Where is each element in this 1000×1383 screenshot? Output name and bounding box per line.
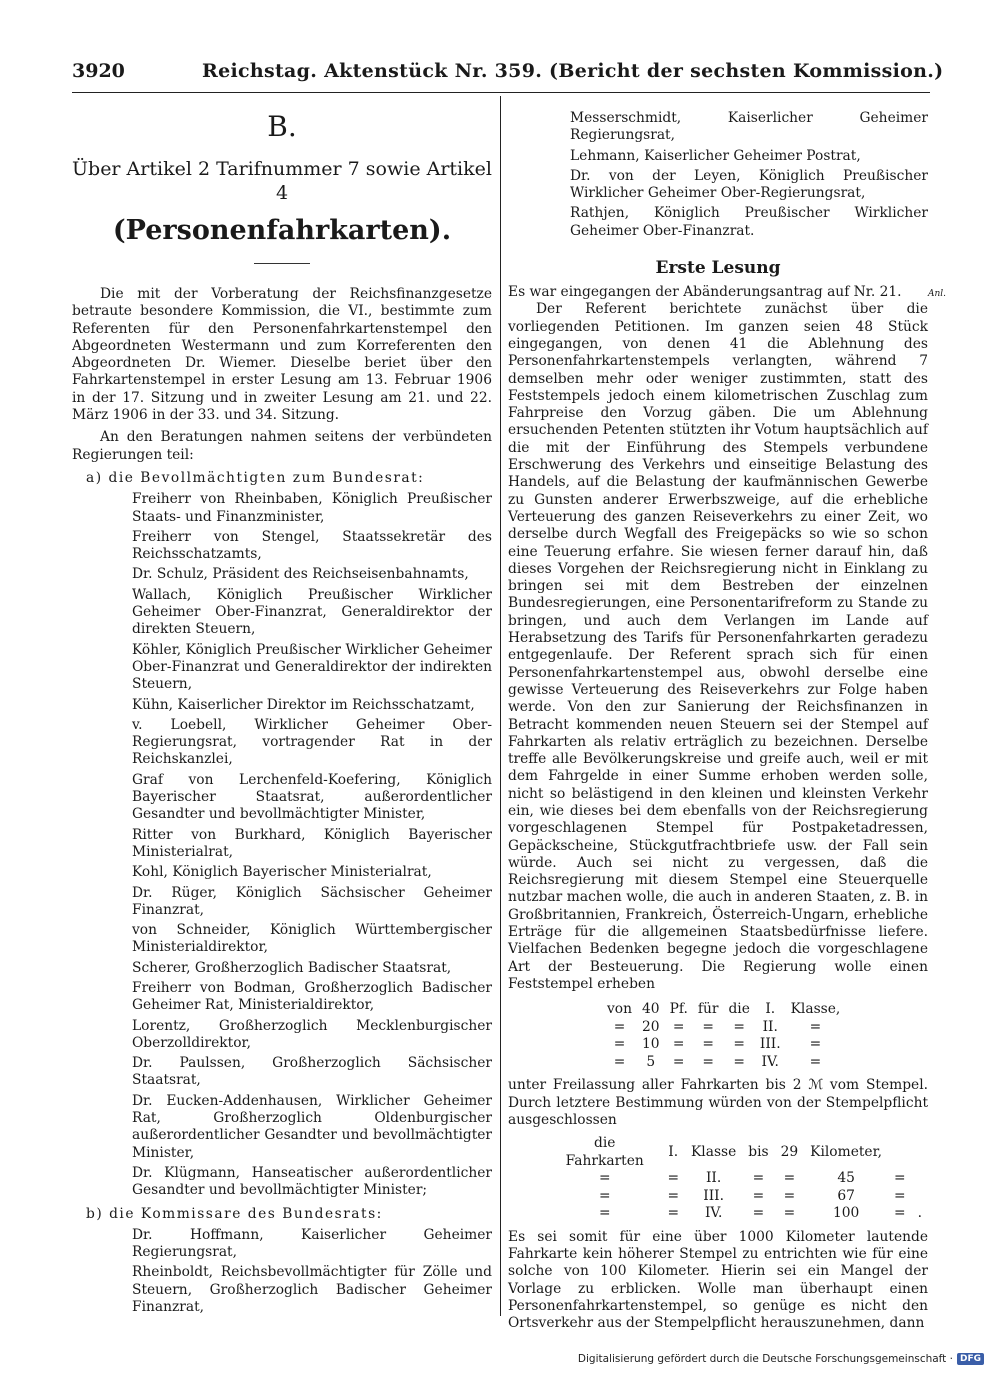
margin-note: Anl.: [927, 289, 946, 300]
list-item: Freiherr von Rheinbaben, Königlich Preußischer Staats- und Finanzminister,: [132, 491, 492, 525]
table-cell: =: [783, 1187, 796, 1204]
table-cell: =: [598, 1187, 611, 1204]
left-column: [72, 110, 492, 1319]
table-cell: .: [917, 1205, 922, 1222]
table-cell: =: [667, 1187, 679, 1204]
section-rule: [254, 263, 310, 264]
table-cell: =: [809, 1053, 822, 1070]
table-cell: Klasse: [691, 1143, 737, 1160]
table-cell: =: [702, 1018, 714, 1035]
intro-paragraph: Die mit der Vorberatung der Reichsfinanzgesetze betraute besondere Kommission, die VI., bestimmte zum Referenten für den Personenfahrkartenstempel den Abgeordneten Westermann und zum Korreferenten den Abgeordneten Dr. Wiemer. Dieselbe beriet über den Fahrkartenstempel in erster Lesung am 13. Februar 1906 in der 17. Sitzung und in zweiter Lesung am 21. und 22. März 1906 in der 33. und 34. Sitzung.: [72, 286, 492, 424]
table-cell: =: [809, 1036, 822, 1053]
kilometer-row: [548, 1135, 928, 1170]
table-cell: =: [809, 1018, 822, 1035]
kilometer-row: [548, 1170, 928, 1188]
kilometer-table: [548, 1135, 928, 1223]
table-cell: 29: [780, 1143, 799, 1160]
table-cell: III.: [703, 1187, 725, 1204]
table-cell: =: [783, 1205, 796, 1222]
list-item: Dr. Paulssen, Großherzoglich Sächsischer Staatsrat,: [132, 1055, 492, 1089]
list-item: v. Loebell, Wirklicher Geheimer Ober-Regierungsrat, vortragender Rat in der Reichskanzlei,: [132, 716, 492, 768]
table-cell: für: [697, 1001, 719, 1018]
table-cell: =: [672, 1053, 685, 1070]
tariff-row: [602, 1019, 845, 1037]
section-subtitle: (Personenfahrkarten).: [112, 215, 452, 246]
list-a: [72, 491, 492, 1199]
running-header: [72, 60, 944, 90]
table-cell: =: [672, 1036, 685, 1053]
section-letter: B.: [267, 110, 297, 143]
table-cell: =: [672, 1018, 685, 1035]
list-b-continued: [508, 110, 928, 240]
kilometer-row: [548, 1205, 928, 1223]
report-paragraph: Der Referent berichtete zunächst über die vorliegenden Petitionen. Im ganzen seien 48 Stück eingegangen, von denen 41 die Ablehnung des Personenfahrkartenstempels verlangten, während 7 demselben mehr oder weniger zustimmten, statt des Feststempels jedoch einem kilometrischen Zuschlag zum Fahrpreise den Vorzug gäben. Die um Ablehnung ersuchenden Petenten stützten ihr Votum hauptsächlich auf die mit der Einführung des Stempels verbundene Erschwerung des Verkehrs und einseitige Belastung des Handels, auf die Belastung der kaufmännischen Gewerbe zu Gunsten anderer Erwerbszweige, auf die erhebliche Verteuerung des ganzen Reiseverkehrs zu einer Zeit, wo derselbe durch Wegfall des Freigepäcks so wie so schon eine Teuerung erfahre. Sie wiesen ferner darauf hin, daß dieses Vorgehen der Reichsregierung nicht in Einklang zu bringen sei mit dem Bestreben der einzelnen Bundesregierungen, eine Personentarifreform zu Stande zu bringen, und auch dem Verlangen im Lande auf Herabsetzung des Tarifs für Personenfahrkarten geradezu entgegenlaufe. Der Referent sprach sich für einen Personenfahrkartenstempel aus, obwohl derselbe eine gewisse Verteuerung des Reiseverkehrs zur Folge haben werde. Von den zur Sanierung der Reichsfinanzen in Betracht kommenden neuen Steuern sei der Stempel auf Fahrkarten als relativ erträglich zu bezeichnen. Derselbe treffe alle Bevölkerungskreise und greife auch, weil er mit dem Fahrgelde in einer Summe erhoben werden solle, nicht so belästigend in den kleinen und kleinsten Verkehr ein, wie dieses bei dem ebenfalls von der Reichsregierung vorgeschlagenen Stempel für Postpaketadressen, Gepäckscheine, Stückgutfrachtbriefe usw. der Fall sein würde. Auch sei nicht zu vergessen, daß die Reichsregierung mit diesem Stempel eine Steuerquelle nutzbar machen wolle, die auch in anderen Staaten, z. B. in Großbritannien, Frankreich, Österreich-Ungarn, erhebliche Erträge für die allgemeinen Staatsbedürfnisse liefere. Vielfachen Bedenken begegne jedoch die vorgeschlagene Art der Besteuerung. Die Regierung wolle einen Feststempel erheben: [508, 301, 928, 992]
digitization-footer: [578, 1353, 984, 1365]
table-cell: I.: [668, 1143, 679, 1160]
table-cell: II.: [762, 1018, 778, 1035]
table-cell: von: [607, 1001, 632, 1018]
table-cell: II.: [705, 1170, 722, 1187]
table-cell: =: [613, 1036, 626, 1053]
list-item: Köhler, Königlich Preußischer Wirklicher Geheimer Ober-Finanzrat und Generaldirektor der indirekten Steuern,: [132, 641, 492, 693]
table-cell: Pf.: [669, 1001, 688, 1018]
table-cell: =: [702, 1036, 714, 1053]
list-item: Freiherr von Bodman, Großherzoglich Badischer Geheimer Rat, Ministerialdirektor,: [132, 979, 492, 1014]
table-cell: die Fahrkarten: [565, 1135, 644, 1169]
table-cell: die: [728, 1001, 750, 1018]
kilometer-row: [548, 1188, 928, 1206]
table-cell: =: [752, 1187, 765, 1204]
dfg-logo: DFG: [957, 1353, 984, 1365]
list-item: Scherer, Großherzoglich Badischer Staatsrat,: [132, 959, 452, 976]
table-cell: =: [894, 1170, 906, 1187]
table-cell: =: [733, 1036, 745, 1053]
list-item: Rathjen, Königlich Preußischer Wirklicher Geheimer Ober-Finanzrat.: [570, 205, 928, 239]
table-cell: 40: [642, 1001, 660, 1018]
list-item: Kühn, Kaiserlicher Direktor im Reichsschatzamt,: [132, 696, 475, 713]
table-cell: =: [613, 1018, 626, 1035]
conclusion-paragraph: Es sei somit für eine über 1000 Kilometer lautende Fahrkarte kein höherer Stempel zu entrichten wie für eine solche von 100 Kilometer. Hierin sei ein Mangel der Vorlage zu erblicken. Wolle man überhaupt einen Personenfahrkartenstempel, so genüge es nicht den Ortsverkehr aus der Stempelpflicht herauszunehmen, dann: [508, 1228, 928, 1332]
table-cell: =: [613, 1053, 626, 1070]
table-cell: =: [783, 1170, 796, 1187]
table-cell: =: [667, 1205, 679, 1222]
table-cell: 5: [646, 1053, 656, 1070]
list-item: Dr. Hoffmann, Kaiserlicher Geheimer Regierungsrat,: [132, 1226, 492, 1261]
table-cell: 100: [832, 1205, 860, 1222]
tariff-row: [602, 1001, 845, 1019]
footer-text: Digitalisierung gefördert durch die Deutsche Forschungsgemeinschaft ·: [577, 1353, 953, 1365]
after-tariff-paragraph: unter Freilassung aller Fahrkarten bis 2 ℳ vom Stempel. Durch letztere Bestimmung würden von der Stempelpflicht ausgeschlossen: [508, 1077, 928, 1128]
table-cell: I.: [765, 1001, 776, 1018]
table-cell: =: [894, 1205, 906, 1222]
list-item: Lorentz, Großherzoglich Mecklenburgischer Oberzolldirektor,: [132, 1017, 492, 1051]
table-cell: =: [894, 1187, 906, 1204]
list-item: Rheinboldt, Reichsbevollmächtigter für Zölle und Steuern, Großherzoglich Badischer Geheimer Finanzrat,: [132, 1264, 492, 1316]
list-item: Wallach, Königlich Preußischer Wirklicher Geheimer Ober-Finanzrat, Generaldirektor der direkten Steuern,: [132, 586, 492, 638]
participants-paragraph: An den Beratungen nahmen seitens der verbündeten Regierungen teil:: [72, 429, 492, 463]
list-item: Dr. Klügmann, Hanseatischer außerordentlicher Gesandter und bevollmächtigter Minister;: [132, 1164, 492, 1199]
table-cell: Kilometer,: [810, 1143, 883, 1160]
list-item: Messerschmidt, Kaiserlicher Geheimer Regierungsrat,: [570, 110, 928, 144]
table-cell: IV.: [761, 1053, 779, 1070]
table-cell: =: [733, 1018, 745, 1035]
table-cell: 10: [642, 1036, 660, 1053]
list-item: von Schneider, Königlich Württembergischer Ministerialdirektor,: [132, 922, 492, 956]
table-cell: 67: [837, 1187, 855, 1204]
list-item: Kohl, Königlich Bayerischer Ministerialrat,: [132, 864, 432, 881]
table-cell: 45: [837, 1170, 855, 1187]
list-b: [72, 1227, 492, 1316]
table-cell: =: [667, 1170, 679, 1187]
header-rule: [72, 92, 930, 93]
table-cell: =: [702, 1053, 714, 1070]
list-item: Ritter von Burkhard, Königlich Bayerischer Ministerialrat,: [132, 826, 492, 860]
list-item: Dr. Schulz, Präsident des Reichseisenbahnamts,: [132, 566, 469, 583]
list-b-label: b) die Kommissare des Bundesrats:: [86, 1205, 383, 1222]
table-cell: III.: [759, 1036, 781, 1053]
tariff-row: [602, 1036, 845, 1054]
page-number: 3920: [72, 60, 125, 82]
reading-heading: Erste Lesung: [655, 258, 781, 279]
table-cell: IV.: [704, 1205, 723, 1222]
list-item: Dr. Rüger, Königlich Sächsischer Geheimer Finanzrat,: [132, 884, 492, 918]
amendment-text: Es war eingegangen der Abänderungsantrag auf Nr. 21.: [508, 284, 902, 301]
tariff-row: [602, 1054, 845, 1072]
running-title: Reichstag. Aktenstück Nr. 359. (Bericht der sechsten Kommission.): [202, 60, 944, 82]
list-item: Dr. von der Leyen, Königlich Preußischer Wirklicher Geheimer Ober-Regierungsrat,: [570, 167, 928, 202]
stamp-tariff-table: [602, 1001, 845, 1071]
right-column: [508, 110, 946, 1332]
list-a-label: a) die Bevollmächtigten zum Bundesrat:: [86, 469, 425, 486]
table-cell: =: [598, 1170, 611, 1187]
amendment-paragraph: [508, 284, 946, 301]
table-cell: bis: [748, 1143, 769, 1160]
table-cell: =: [752, 1205, 765, 1222]
table-cell: =: [598, 1205, 611, 1222]
list-item: Graf von Lerchenfeld-Koefering, Königlich Bayerischer Staatsrat, außerordentlicher Gesandter und bevollmächtigter Minister,: [132, 771, 492, 823]
table-cell: Klasse,: [790, 1001, 841, 1018]
table-cell: =: [733, 1053, 745, 1070]
list-item: Lehmann, Kaiserlicher Geheimer Postrat,: [570, 147, 861, 164]
column-divider: [500, 96, 501, 1316]
list-item: Dr. Eucken-Addenhausen, Wirklicher Geheimer Rat, Großherzoglich Oldenburgischer außerordentlicher Gesandter und bevollmächtigter Minister,: [132, 1092, 492, 1161]
list-item: Freiherr von Stengel, Staatssekretär des Reichsschatzamts,: [132, 528, 492, 563]
table-cell: =: [752, 1170, 765, 1187]
table-cell: 20: [642, 1018, 660, 1035]
section-title: Über Artikel 2 Tarifnummer 7 sowie Artikel 4: [72, 158, 492, 204]
